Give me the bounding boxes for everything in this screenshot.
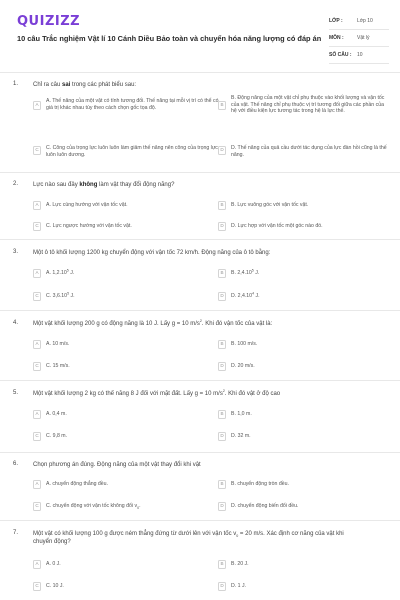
question-divider (0, 380, 400, 381)
option-text: A. Thế năng của một vật có tính tương đối. Thế năng tại mỗi vị trí có thể có giá trị khác nhau tùy theo cách chọn gốc tọa độ. (46, 98, 219, 111)
option-letter-box: B (218, 410, 226, 419)
option-text: A. chuyển động thẳng đều. (46, 481, 109, 487)
option-text: A. 0,4 m. (46, 411, 67, 417)
option-letter-box: B (218, 101, 226, 110)
option-d[interactable] (218, 583, 390, 591)
option-text: D. 32 m. (231, 433, 251, 439)
quizizz-logo: QUIZIZZ (17, 14, 81, 29)
option-a[interactable] (33, 98, 221, 111)
option-letter-box: B (218, 201, 226, 210)
meta-value: 10 (357, 52, 363, 58)
option-text: C. 9,8 m. (46, 433, 68, 439)
question-divider (0, 172, 400, 173)
option-letter-box: D (218, 432, 226, 441)
header-divider (0, 72, 400, 73)
meta-value: Lớp 10 (357, 18, 373, 24)
option-letter-box: C (33, 362, 41, 371)
option-text: D. chuyển động biến đổi đều. (231, 503, 299, 509)
meta-key: SỐ CÂU : (329, 52, 352, 58)
question-number: 5. (13, 390, 19, 396)
question-divider (0, 310, 400, 311)
option-letter-box: D (218, 582, 226, 591)
question-divider (0, 452, 400, 453)
option-letter-box: A (33, 101, 41, 110)
question-number: 6. (13, 461, 19, 467)
option-letter-box: D (218, 222, 226, 231)
question-number: 2. (13, 181, 19, 187)
option-a[interactable] (33, 481, 213, 489)
question-number: 1. (13, 81, 19, 87)
option-a[interactable] (33, 561, 213, 569)
option-b[interactable] (218, 411, 390, 419)
question-text: Lực nào sau đây không làm vật thay đổi động năng? (33, 182, 175, 188)
document-header (0, 0, 400, 70)
option-a[interactable] (33, 341, 213, 349)
option-letter-box: C (33, 582, 41, 591)
option-letter-box: B (218, 269, 226, 278)
option-text: C. 10 J. (46, 583, 64, 589)
option-text: A. 10 m/s. (46, 341, 70, 347)
option-letter-box: D (218, 146, 226, 155)
option-letter-box: D (218, 292, 226, 301)
option-letter-box: B (218, 340, 226, 349)
option-text: A. 0 J. (46, 561, 61, 567)
question-text: Một vật khối lượng 2 kg có thế năng 8 J đối với mặt đất. Lấy g = 10 $m/s^2$. Khi đó vật ở độ cao (33, 389, 281, 397)
option-letter-box: B (218, 480, 226, 489)
option-d[interactable] (218, 145, 390, 158)
option-letter-box: D (218, 502, 226, 511)
option-text: C. chuyển động với vận tốc không đổi $v_0$. (46, 503, 141, 511)
option-c[interactable] (33, 145, 221, 158)
option-letter-box: D (218, 362, 226, 371)
option-text: A. Lực cùng hướng với vận tốc vật. (46, 202, 128, 208)
option-b[interactable] (218, 202, 390, 210)
meta-table (329, 13, 389, 64)
option-d[interactable] (218, 363, 390, 371)
option-d[interactable] (218, 503, 390, 511)
option-text: B. chuyển động tròn đều. (231, 481, 289, 487)
option-d[interactable] (218, 433, 390, 441)
option-c[interactable] (33, 363, 213, 371)
meta-key: MÔN : (329, 35, 344, 41)
question-divider (0, 239, 400, 240)
option-d[interactable] (218, 223, 390, 231)
question-text: Một vật có khối lượng 100 g được ném thẳng đứng từ dưới lên với vận tốc $v_0 = 20$ m/s. Xác định cơ năng của vật khi chuyển động? (33, 531, 344, 545)
option-a[interactable] (33, 202, 213, 210)
option-b[interactable] (218, 341, 390, 349)
meta-value: Vật lý (357, 35, 370, 41)
option-text: C. 15 m/s. (46, 363, 70, 369)
option-c[interactable] (33, 433, 213, 441)
option-letter-box: A (33, 340, 41, 349)
option-text: D. 2,4.10$^4$ J. (231, 291, 260, 299)
question-number: 3. (13, 249, 19, 255)
question-divider (0, 520, 400, 521)
option-a[interactable] (33, 270, 213, 278)
option-text: B. 100 m/s. (231, 341, 258, 347)
question-text: Chọn phương án đúng. Động năng của một vật thay đổi khi vật (33, 462, 201, 468)
option-text: B. Lực vuông góc với vận tốc vật. (231, 202, 309, 208)
option-text: D. 20 m/s. (231, 363, 255, 369)
option-letter-box: C (33, 432, 41, 441)
meta-row-class (329, 13, 389, 30)
option-text: B. Động năng của một vật chỉ phụ thuộc vào khối lượng và vận tốc của vật. Thế năng chỉ phụ thuộc vị trí tương đối giữa các phần của hệ với điều kiện lực tương tác trong hệ là lực thế. (231, 95, 385, 114)
question-text: Một vật khối lượng 200 g có động năng là 10 J. Lấy g = 10 $m/s^2$. Khi đó vận tốc của vật là: (33, 319, 273, 327)
meta-row-subject (329, 30, 389, 47)
option-letter-box: A (33, 410, 41, 419)
option-b[interactable] (218, 95, 390, 115)
option-text: A. 1,2.10$^5$ J. (46, 268, 75, 276)
option-text: C. Công của trọng lực luôn luôn làm giảm thế năng nên công của trọng lực luôn luôn dương. (46, 145, 218, 158)
option-text: D. Thế năng của quả cầu dưới tác dụng của lực đàn hồi cũng là thế năng. (231, 145, 387, 158)
option-letter-box: C (33, 502, 41, 511)
meta-row-count (329, 47, 389, 64)
option-d[interactable] (218, 293, 390, 301)
option-letter-box: C (33, 146, 41, 155)
option-c[interactable] (33, 503, 213, 511)
option-c[interactable] (33, 583, 213, 591)
option-text: D. Lực hợp với vận tốc một góc nào đó. (231, 223, 323, 229)
option-c[interactable] (33, 293, 213, 301)
option-letter-box: A (33, 201, 41, 210)
option-text: D. 1 J. (231, 583, 246, 589)
option-b[interactable] (218, 481, 390, 489)
option-letter-box: B (218, 560, 226, 569)
meta-key: LỚP : (329, 18, 343, 24)
option-letter-box: A (33, 480, 41, 489)
document-title: 10 câu Trắc nghiệm Vật lí 10 Cánh Diều Bảo toàn và chuyển hóa năng lượng có đáp án (17, 34, 322, 43)
option-a[interactable] (33, 411, 213, 419)
question-number: 7. (13, 530, 19, 536)
option-letter-box: A (33, 269, 41, 278)
option-c[interactable] (33, 223, 213, 231)
option-b[interactable] (218, 270, 390, 278)
question-text: Một ô tô khối lượng 1200 kg chuyển động với vận tốc 72 km/h. Động năng của ô tô bằng: (33, 250, 271, 256)
option-b[interactable] (218, 561, 390, 569)
question-text: Chỉ ra câu sai trong các phát biểu sau: (33, 82, 137, 88)
option-text: C. 3,6.10$^5$ J. (46, 291, 75, 299)
question-number: 4. (13, 320, 19, 326)
option-text: B. 1,0 m. (231, 411, 252, 417)
option-text: C. Lực ngược hướng với vận tốc vật. (46, 223, 132, 229)
option-letter-box: C (33, 292, 41, 301)
option-letter-box: A (33, 560, 41, 569)
option-text: B. 20 J. (231, 561, 249, 567)
option-text: B. 2,4.10$^5$ J. (231, 268, 260, 276)
option-letter-box: C (33, 222, 41, 231)
